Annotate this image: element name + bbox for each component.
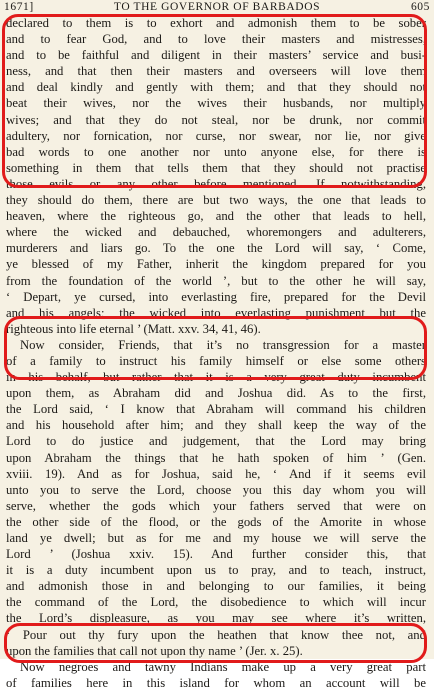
text-line: where the wicked and debauched, whoremongers and adulterers,	[6, 225, 426, 240]
text-line: upon the families that call not upon thy name ’ (Jer. x. 25).	[6, 643, 303, 658]
text-line: beat their wives, nor the wives their husbands, nor multiply	[6, 96, 426, 111]
text-line: from the foundation of the world ’, but to the other he will say,	[6, 273, 426, 288]
text-line: in his behalf, but rather that it is a very great duty incumbent	[6, 370, 426, 385]
text-line: and admonish those in and belonging to our families, it being	[6, 579, 426, 594]
text-line: they should do them, there are but two ways, the one that leads to	[6, 193, 426, 208]
header-year: 1671]	[4, 1, 34, 13]
text-line: of families here in this island for whom an account will be	[6, 675, 426, 690]
text-line: ‘ Depart, ye cursed, into everlasting fire, prepared for the Devil	[6, 289, 426, 304]
text-line: and to fear God, and to love their masters and mistresses,	[6, 32, 426, 47]
text-line: adultery, nor fornication, nor curse, nor swear, nor lie, nor give	[6, 128, 426, 143]
text-line: murderers and liars go. To the one the Lord will say, ‘ Come,	[6, 241, 426, 256]
text-line: wives; and that they do not steal, nor be drunk, nor commit	[6, 112, 426, 127]
text-line: it is a duty incumbent upon us to pray, and to teach, instruct,	[6, 563, 426, 578]
text-line: righteous into life eternal ’ (Matt. xxv. 34, 41, 46).	[6, 321, 261, 336]
text-line: and deal kindly and gently with them; and that they should not	[6, 80, 426, 95]
text-line: heaven, where the righteous go, and the other that leads to hell,	[6, 209, 426, 224]
text-line: bad words to one another nor unto anyone else, for there is	[6, 144, 426, 159]
text-line: serve, whether the gods which your fathers served that were on	[6, 498, 426, 513]
page-number: 605	[410, 1, 430, 13]
text-line: upon Abraham the things that he hath spoken of him ’ (Gen.	[6, 450, 426, 465]
text-line: and to be faithful and diligent in their masters’ service and busi-	[6, 48, 426, 63]
text-line: ness, and that then their masters and overseers will love them	[6, 64, 426, 79]
text-line: and his angels; the wicked into everlasting punishment but the	[6, 305, 426, 320]
text-line: those evils or any other before mentioned. If notwithstanding,	[6, 176, 426, 191]
text-line: upon them, as Abraham did and Joshua did. As to the first,	[6, 386, 426, 401]
text-line: unto you to serve the Lord, choose you this day whom you will	[6, 482, 426, 497]
text-line: and his household after him; and they shall keep the way of the	[6, 418, 426, 433]
text-line: the other side of the flood, or the gods of the Amorite in whose	[6, 514, 426, 529]
text-line: the command of the Lord, the disobedience to which will incur	[6, 595, 426, 610]
header-title: TO THE GOVERNOR OF BARBADOS	[113, 1, 321, 13]
text-line: Lord ’ (Joshua xxiv. 15). And further consider this, that	[6, 547, 426, 562]
text-line: Lord to do justice and judgement, that the Lord may bring	[6, 434, 426, 449]
text-line: land ye dwell; but as for me and my house we will serve the	[6, 531, 426, 545]
text-line: ye blessed of my Father, inherit the kingdom prepared for you	[6, 257, 426, 272]
text-line: something in them that tells them that they should not practise	[6, 160, 426, 175]
text-line: declared to them is to exhort and admonish them to be sober	[6, 16, 426, 30]
text-line: the Lord’s displeasure, as you may see where it’s written,	[6, 611, 426, 626]
text-line: ‘ Pour out thy fury upon the heathen that know thee not, and	[6, 627, 426, 642]
text-line: Now negroes and tawny Indians make up a very great part	[20, 659, 426, 674]
text-line: of a family to instruct his family himself or else some others	[6, 353, 426, 368]
text-line: xviii. 19). And as for Joshua, said he, ‘ And if it seems evil	[6, 466, 426, 481]
body-text	[6, 15, 426, 691]
text-line: Now consider, Friends, that it’s no transgression for a master	[20, 337, 426, 352]
text-line: the Lord said, ‘ I know that Abraham will command his children	[6, 402, 426, 417]
running-header	[4, 0, 430, 14]
